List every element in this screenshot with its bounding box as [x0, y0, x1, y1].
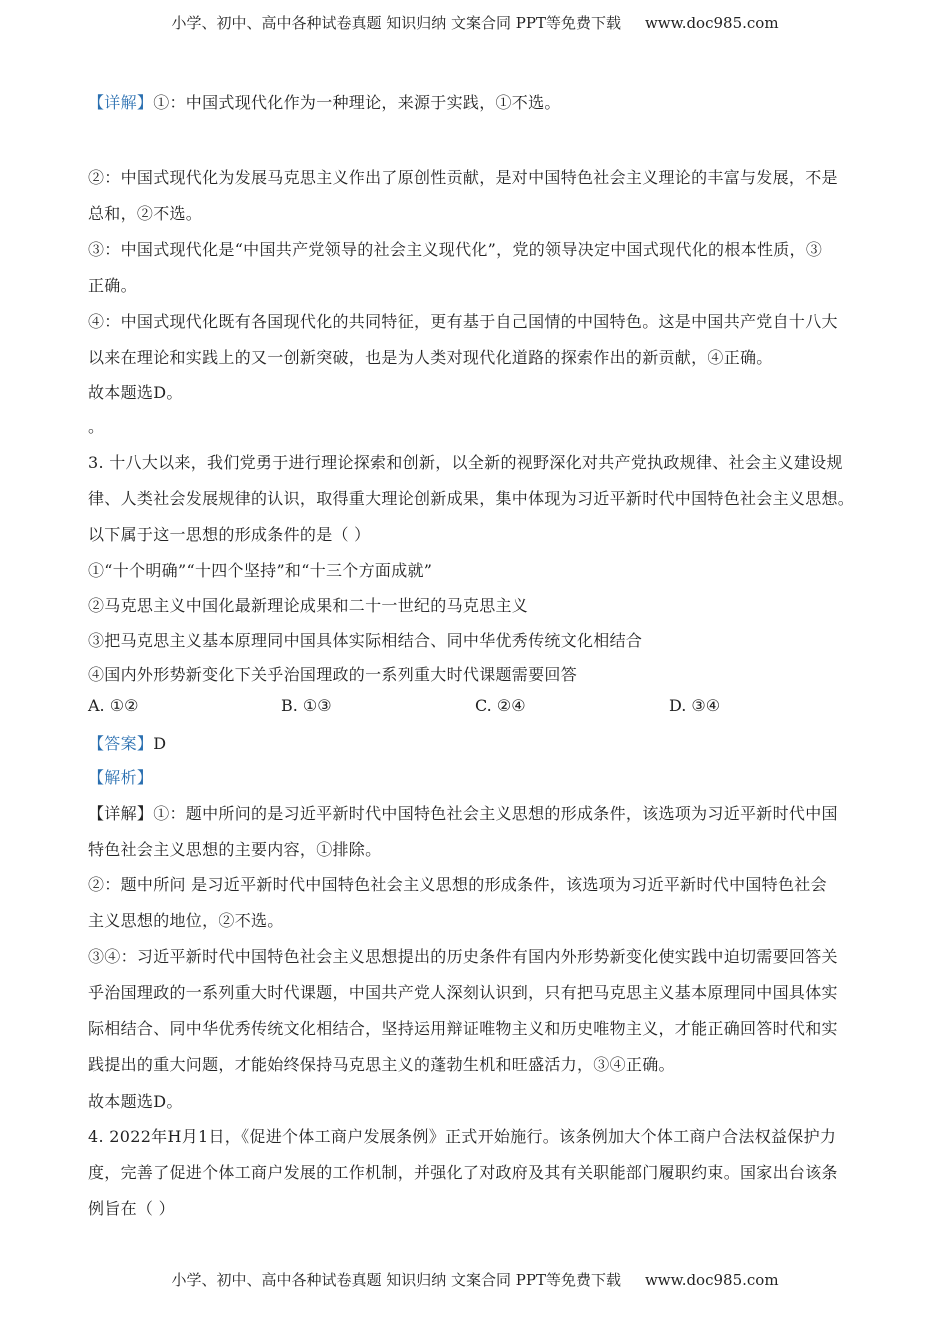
q3-option-b[interactable]: B. ①③: [281, 696, 332, 715]
q3-answer: [88, 731, 166, 754]
q3-detail-line-8: 践提出的重大问题，才能始终保持马克思主义的蓬勃生机和旺盛活力，③④正确。: [88, 1055, 675, 1074]
q3-stem-line-2: 律、人类社会发展规律的认识，取得重大理论创新成果，集中体现为习近平新时代中国特色社会主义思想。: [88, 489, 855, 508]
prev-detail-line-1: [88, 90, 561, 113]
answer-tag: 【答案】: [88, 734, 154, 753]
q3-detail-line-2: 特色社会主义思想的主要内容，①排除。: [88, 840, 382, 859]
detail-text: ①：中国式现代化作为一种理论，来源于实践，①不选。: [153, 93, 561, 112]
q3-statement-2: ②马克思主义中国化最新理论成果和二十一世纪的马克思主义: [88, 596, 529, 615]
q3-detail-line-4: 主义思想的地位，②不选。: [88, 911, 284, 930]
answer-value: D: [153, 734, 167, 753]
detail-tag: 【详解】: [88, 93, 154, 112]
q3-detail-line-7: 际相结合、同中华优秀传统文化相结合，坚持运用辩证唯物主义和历史唯物主义，才能正确回答时代和实: [88, 1019, 838, 1038]
footer-text: 小学、初中、高中各种试卷真题 知识归纳 文案合同 PPT等免费下载: [171, 1271, 621, 1289]
detail-tag: 【详解】: [88, 804, 154, 823]
q3-option-c[interactable]: C. ②④: [475, 696, 526, 715]
q3-detail-line-6: 乎治国理政的一系列重大时代课题，中国共产党人深刻认识到，只有把马克思主义基本原理同中国具体实: [88, 983, 838, 1002]
page-footer: [0, 1269, 950, 1290]
page-header: [0, 12, 950, 33]
q3-detail-line-1: [88, 801, 838, 824]
prev-stray-mark: 。: [88, 417, 105, 436]
q3-conclusion: 故本题选D。: [88, 1092, 183, 1111]
q3-statement-3: ③把马克思主义基本原理同中国具体实际相结合、同中华优秀传统文化相结合: [88, 631, 643, 650]
header-url[interactable]: www.doc985.com: [644, 14, 779, 32]
q3-stem-line-3: 以下属于这一思想的形成条件的是（ ）: [88, 525, 371, 544]
q4-stem-line-2: 度，完善了促进个体工商户发展的工作机制，并强化了对政府及其有关职能部门履职约束。国家出台该条: [88, 1163, 838, 1182]
q4-stem-line-1: 4. 2022年H月1日，《促进个体工商户发展条例》正式开始施行。该条例加大个体工商户合法权益保护力: [88, 1127, 837, 1146]
prev-detail-line-7: 以来在理论和实践上的又一创新突破，也是为人类对现代化道路的探索作出的新贡献，④正确。: [88, 348, 773, 367]
prev-detail-line-6: ④：中国式现代化既有各国现代化的共同特征，更有基于自己国情的中国特色。这是中国共产党自十八大: [88, 312, 838, 331]
q3-statement-4: ④国内外形势新变化下关乎治国理政的一系列重大时代课题需要回答: [88, 665, 578, 684]
q3-detail-line-3: ②：题中所问 是习近平新时代中国特色社会主义思想的形成条件，该选项为习近平新时代中国特色社会: [88, 875, 827, 894]
header-text: 小学、初中、高中各种试卷真题 知识归纳 文案合同 PPT等免费下载: [171, 14, 621, 32]
q3-analysis-tag: 【解析】: [88, 768, 154, 787]
q3-detail-line-5: ③④：习近平新时代中国特色社会主义思想提出的历史条件有国内外形势新变化使实践中迫切需要回答关: [88, 947, 838, 966]
prev-detail-line-5: 正确。: [88, 276, 137, 295]
prev-detail-line-2: ②：中国式现代化为发展马克思主义作出了原创性贡献，是对中国特色社会主义理论的丰富与发展，不是: [88, 168, 838, 187]
prev-conclusion: 故本题选D。: [88, 383, 183, 402]
q3-option-d[interactable]: D. ③④: [669, 696, 721, 715]
detail-text: ①：题中所问的是习近平新时代中国特色社会主义思想的形成条件，该选项为习近平新时代中国: [153, 804, 838, 823]
q4-stem-line-3: 例旨在（ ）: [88, 1199, 175, 1218]
prev-detail-line-4: ③：中国式现代化是“中国共产党领导的社会主义现代化”，党的领导决定中国式现代化的根本性质，③: [88, 240, 823, 259]
footer-url[interactable]: www.doc985.com: [644, 1271, 779, 1289]
prev-detail-line-3: 总和，②不选。: [88, 204, 203, 223]
q3-statement-1: ①“十个明确”“十四个坚持”和“十三个方面成就”: [88, 561, 433, 580]
q3-stem-line-1: 3. 十八大以来，我们党勇于进行理论探索和创新，以全新的视野深化对共产党执政规律、社会主义建设规: [88, 453, 843, 472]
q3-option-a[interactable]: A. ①②: [88, 696, 139, 715]
